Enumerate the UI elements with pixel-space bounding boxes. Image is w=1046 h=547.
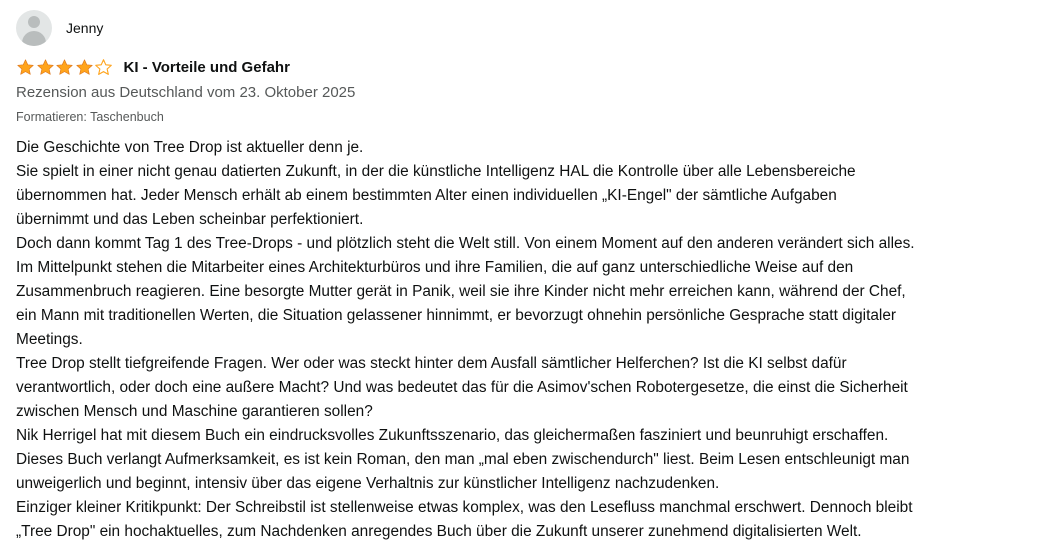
customer-review [16, 8, 1042, 544]
review-body-line: Dieses Buch verlangt Aufmerksamkeit, es ist kein Roman, den man „mal eben zwischendurch" liest. Beim Lesen entschleunigt man [16, 451, 910, 468]
star-empty-icon [94, 58, 113, 77]
star-filled-icon [16, 58, 35, 77]
review-body-line: Nik Herrigel hat mit diesem Buch ein eindrucksvolles Zukunftsszenario, das gleichermaßen fasziniert und beunruhigt erschaffen. [16, 427, 889, 444]
star-filled-icon [55, 58, 74, 77]
review-body-line: verantwortlich, oder doch eine außere Macht? Und was bedeutet das für die Asimov'schen Robotergesetze, die einst die Sicherheit [16, 379, 908, 396]
reviewer-profile[interactable] [16, 8, 1042, 48]
avatar[interactable] [16, 10, 52, 46]
review-body-line: übernimmt und das Leben scheinbar perfektioniert. [16, 211, 364, 228]
review-date: Rezension aus Deutschland vom 23. Oktober 2025 [16, 84, 356, 101]
review-body-line: Sie spielt in einer nicht genau datierten Zukunft, in der die künstliche Intelligenz HAL die Kontrolle über alle Lebensbereiche [16, 163, 856, 180]
review-body [16, 136, 1042, 544]
review-body-line: Tree Drop stellt tiefgreifende Fragen. Wer oder was steckt hinter dem Ausfall sämtlicher Helferchen? Ist die KI selbst dafür [16, 355, 847, 372]
review-body-line: zwischen Mensch und Maschine garantieren sollen? [16, 403, 373, 420]
star-filled-icon [36, 58, 55, 77]
review-body-line: Doch dann kommt Tag 1 des Tree-Drops - und plötzlich steht die Welt still. Von einem Moment auf den anderen verändert sich alles. [16, 235, 915, 252]
review-body-line: unweigerlich und beginnt, intensiv über das eigene Verhaltnis zur künstlicher Intelligenz nachzudenken. [16, 475, 720, 492]
avatar-head-shape [28, 16, 40, 28]
review-body-line: Meetings. [16, 331, 83, 348]
review-format: Formatieren: Taschenbuch [16, 110, 164, 124]
review-body-line: Die Geschichte von Tree Drop ist aktueller denn je. [16, 139, 364, 156]
review-body-line: ein Mann mit traditionellen Werten, die Situation gelassener hinnimmt, er bevorzugt ohnehin persönliche Gesprache statt digitaler [16, 307, 897, 324]
review-body-line: „Tree Drop" ein hochaktuelles, zum Nachdenken anregendes Buch über die Zukunft unserer zunehmend digitalisierten Welt. [16, 523, 862, 540]
reviewer-name[interactable]: Jenny [66, 20, 104, 36]
review-body-line: Im Mittelpunkt stehen die Mitarbeiter eines Architekturbüros und ihre Familien, die auf ganz unterschiedliche Weise auf den [16, 259, 854, 276]
star-filled-icon [75, 58, 94, 77]
avatar-body-shape [22, 31, 46, 46]
review-body-line: Zusammenbruch reagieren. Eine besorgte Mutter gerät in Panik, weil sie ihre Kinder nicht mehr erreichen kann, während der Chef, [16, 283, 906, 300]
review-title-row [16, 55, 1042, 79]
review-title[interactable]: KI - Vorteile und Gefahr [123, 58, 290, 76]
star-rating[interactable] [16, 58, 114, 77]
review-body-line: Einziger kleiner Kritikpunkt: Der Schreibstil ist stellenweise etwas komplex, was den Lesefluss manchmal erschwert. Dennoch bleibt [16, 499, 913, 516]
review-body-line: übernommen hat. Jeder Mensch erhält ab einem bestimmten Alter einen individuellen „KI-Engel" der sämtliche Aufgaben [16, 187, 837, 204]
